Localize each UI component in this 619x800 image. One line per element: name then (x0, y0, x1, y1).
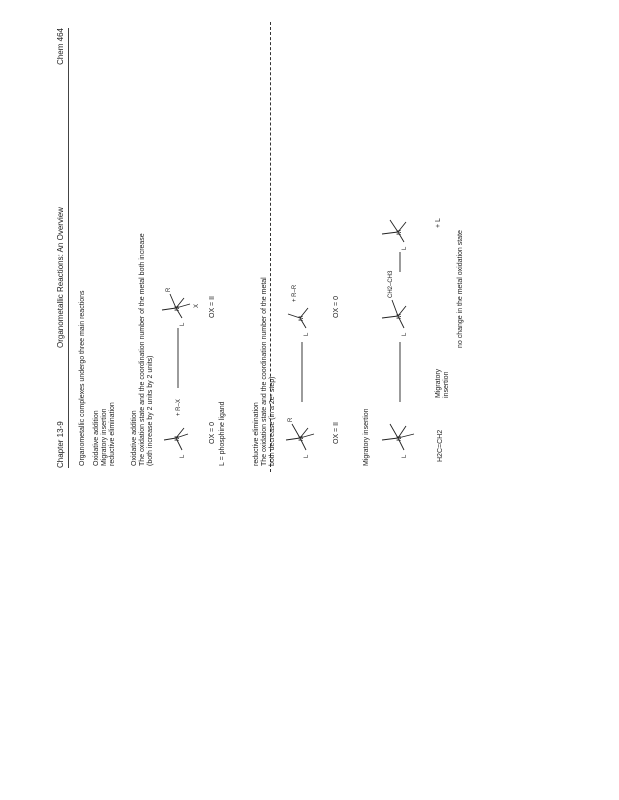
header-title: Organometallic Reactions: An Overview (56, 207, 65, 348)
ligand-label: L (180, 454, 186, 458)
header-left: Chapter 13-9 (56, 421, 65, 468)
red-elim-desc: The oxidation state and the coordination number of the metal (261, 277, 268, 466)
ox-add-desc: The oxidation state and the coordination number of the metal both increase (139, 233, 146, 466)
intro-item: reductive elimination (109, 402, 116, 466)
ox-add-scheme (154, 268, 204, 468)
product-label: + R–R (292, 284, 298, 302)
alkene-label: H2C=CH2 (437, 429, 444, 462)
red-elim-title: reductive elimination (253, 402, 260, 466)
metal-label: M (397, 230, 403, 235)
step-label: Migratory (435, 368, 442, 398)
red-elim-scheme (278, 268, 328, 468)
mig-scheme (374, 208, 434, 468)
metal-label: M (299, 436, 305, 441)
red-after: OX = 0 (333, 296, 340, 318)
ox-after: OX = II (209, 296, 216, 318)
step-label: insertion (443, 371, 450, 398)
header-right: Chem 464 (56, 28, 65, 65)
reagent-label: + R–X (176, 399, 182, 416)
red-before: OX = II (333, 422, 340, 444)
slide (56, 28, 576, 468)
metal-label: M (175, 436, 181, 441)
group-label: CH2–CH3 (388, 270, 394, 298)
metal-label: M (397, 436, 403, 441)
r-label: R (288, 417, 294, 422)
ligand-label: L (304, 454, 310, 458)
slide-content (56, 28, 576, 468)
ligand-label: L (402, 332, 408, 336)
ligand-label: L (304, 332, 310, 336)
metal-label: M (299, 316, 305, 321)
ligand-note: L = phosphine ligand (219, 401, 226, 466)
intro-item: Migratory insertion (101, 408, 108, 466)
ligand-label: L (402, 246, 408, 250)
x-label: X (194, 303, 200, 308)
ox-before: OX = 0 (209, 422, 216, 444)
metal-label: M (175, 306, 181, 311)
intro-line: Organometallic complexes undergo three main reactions (79, 290, 86, 466)
ligand-plus: + L (435, 218, 442, 228)
intro-item: Oxidative addition (93, 410, 100, 466)
ox-add-desc: (both increase by 2 units by 2 units) (147, 355, 154, 466)
metal-label: M (397, 314, 403, 319)
mig-title: Migratory insertion (363, 408, 370, 466)
mig-footnote: no change in the metal oxidation state (457, 230, 464, 348)
ligand-label: L (402, 454, 408, 458)
red-elim-desc: both decrease (in a 2e- step) (269, 376, 276, 466)
ligand-label: L (180, 322, 186, 326)
r-label: R (166, 287, 172, 292)
header-rule (68, 28, 69, 468)
ox-add-title: Oxidative addition (131, 410, 138, 466)
